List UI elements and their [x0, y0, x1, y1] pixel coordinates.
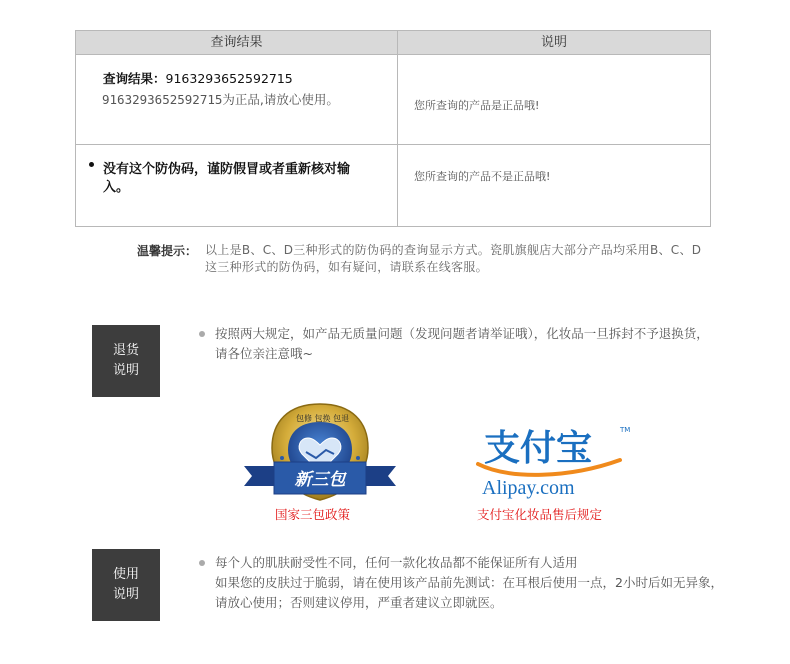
- alipay-logo-icon: [470, 420, 640, 500]
- result-genuine-line: [102, 90, 339, 108]
- usage-line1: 每个人的肌肤耐受性不同，任何一款化妆品都不能保证所有人适用: [215, 555, 578, 570]
- sanbao-badge: [240, 400, 400, 520]
- usage-line2: 如果您的皮肤过于脆弱，请在使用该产品前先测试：在耳根后使用一点，2小时后如无异象，请放心使用；否则建议停用，严重者建议立即就医。: [215, 575, 723, 610]
- alipay-logo: [470, 420, 640, 500]
- verification-table: [75, 30, 711, 227]
- returns-label-line1: 退货: [112, 343, 139, 358]
- returns-paragraph: [215, 324, 715, 364]
- svg-text:TM: TM: [620, 426, 631, 434]
- header-query-result: 查询结果: [210, 35, 263, 50]
- bullet-icon: [199, 560, 205, 566]
- sanbao-ribbon-text: 新三包: [294, 470, 346, 490]
- sanbao-caption: 国家三包政策: [275, 507, 351, 522]
- fake-warning-text: 没有这个防伪码，谨防假冒或者重新核对输入。: [103, 162, 351, 195]
- alipay-caption: 支付宝化妆品售后规定: [477, 507, 603, 522]
- alipay-en-text: Alipay.com: [482, 477, 575, 499]
- tips-text: 以上是B、C、D三种形式的防伪码的查询显示方式。瓷肌旗舰店大部分产品均采用B、C、D这三种形式的防伪码，如有疑问，请联系在线客服。: [205, 243, 702, 274]
- genuine-note: 您所查询的产品是正品哦!: [414, 99, 540, 112]
- result-code-number: 9163293652592715: [102, 92, 223, 107]
- not-genuine-note: 您所查询的产品不是正品哦!: [414, 170, 551, 183]
- usage-paragraph: [215, 553, 725, 613]
- tips-label: 温馨提示：: [137, 244, 198, 258]
- usage-label-line2: 说明: [112, 587, 139, 602]
- handshake-shield-icon: [240, 400, 400, 510]
- table-header: [76, 31, 710, 55]
- result-genuine-text: 为正品,请放心使用。: [222, 92, 339, 107]
- usage-label-box: [92, 549, 160, 621]
- bullet-icon: [199, 331, 205, 337]
- returns-text: 按照两大规定，如产品无质量问题（发现问题者请举证哦），化妆品一旦拆封不予退换货，请各位亲注意哦~: [215, 326, 709, 361]
- result-title-number: 9163293652592715: [165, 71, 293, 86]
- usage-label-line1: 使用: [112, 567, 139, 582]
- returns-label-line2: 说明: [112, 363, 139, 378]
- result-title: [103, 69, 293, 87]
- alipay-cn-text: 支付宝: [484, 428, 593, 469]
- sanbao-arc-text: 包修 包换 包退: [296, 414, 350, 423]
- returns-label-box: [92, 325, 160, 397]
- header-explanation: 说明: [540, 35, 567, 50]
- row-divider: [76, 144, 710, 145]
- result-title-label: 查询结果：: [103, 71, 166, 86]
- bullet-icon: [89, 162, 94, 167]
- column-divider: [397, 31, 398, 226]
